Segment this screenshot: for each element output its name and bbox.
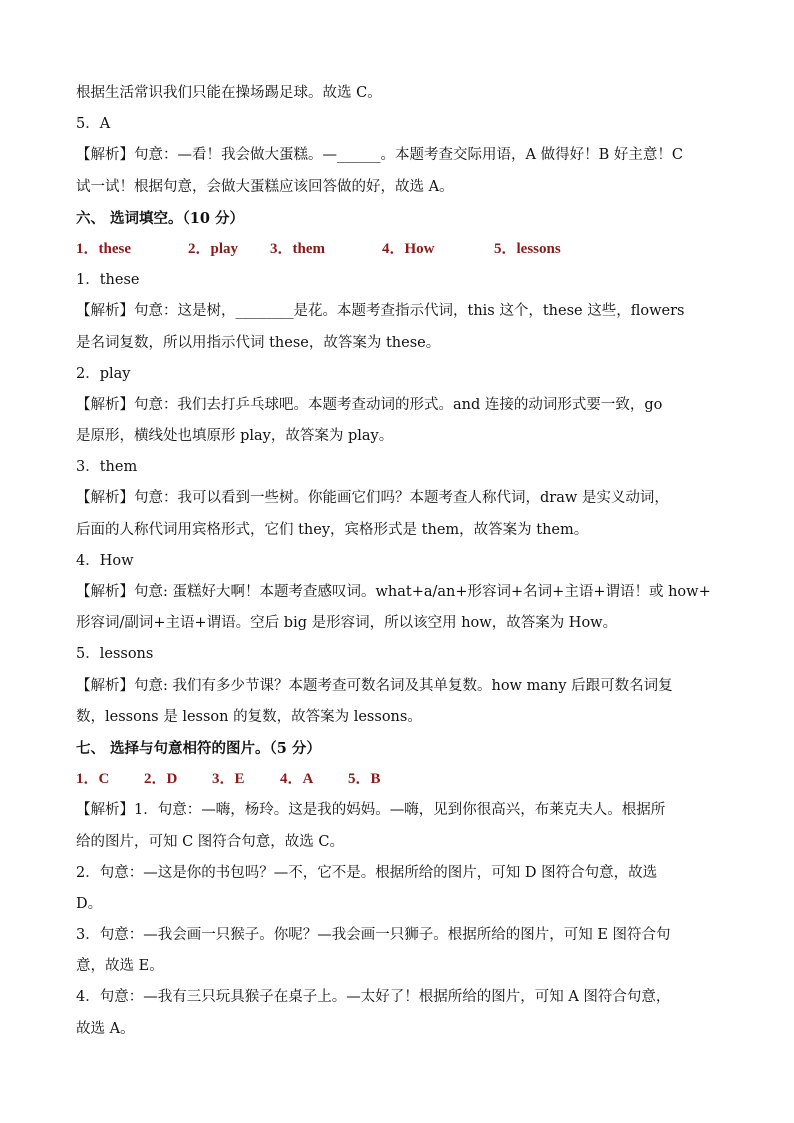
text-line: 2．play	[76, 365, 131, 382]
text-line: 3．them	[76, 459, 138, 476]
answer-item: 5．B	[348, 771, 381, 788]
section-heading: 六、 选词填空。（10 分）	[76, 209, 245, 227]
text-line: 故选 A。	[76, 1020, 135, 1037]
text-line: 形容词/副词+主语+谓语。空后 big 是形容词，所以该空用 how，故答案为 How。	[76, 615, 618, 632]
section-heading: 七、 选择与句意相符的图片。（5 分）	[76, 739, 321, 757]
text-line: 4．How	[76, 552, 134, 569]
answer-item: 3．E	[212, 771, 245, 788]
text-line: 试一试！根据句意，会做大蛋糕应该回答做的好，故选 A。	[76, 178, 454, 195]
text-line: 【解析】句意：我可以看到一些树。你能画它们吗？本题考查人称代词，draw 是实义动词，	[76, 490, 669, 507]
text-line: 5．A	[76, 116, 111, 133]
text-line: 是名词复数，所以用指示代词 these，故答案为 these。	[76, 334, 441, 351]
text-line: 根据生活常识我们只能在操场踢足球。故选 C。	[76, 85, 382, 101]
text-line: 给的图片，可知 C 图符合句意，故选 C。	[76, 833, 345, 850]
text-line: 【解析】句意：我们去打乒乓球吧。本题考查动词的形式。and 连接的动词形式要一致，go	[76, 396, 663, 413]
text-line: 【解析】句意: 我们有多少节课？本题考查可数名词及其单复数。how many 后跟可数名词复	[76, 677, 673, 694]
text-line: 【解析】1．句意：—嗨，杨玲。这是我的妈妈。—嗨，见到你很高兴，布莱克夫人。根据所	[76, 802, 666, 819]
text-line: 后面的人称代词用宾格形式，它们 they，宾格形式是 them，故答案为 them。	[76, 521, 589, 538]
text-line: 4．句意：—我有三只玩具猴子在桌子上。—太好了！根据所给的图片，可知 A 图符合句意，	[76, 989, 671, 1006]
text-line: 意，故选 E。	[76, 958, 164, 975]
answer-item: 1．C	[76, 771, 110, 788]
text-line: 【解析】句意：这是树，________是花。本题考查指示代词，this 这个，these 这些，flowers	[76, 303, 685, 320]
text-line: 3．句意：—我会画一只猴子。你呢？—我会画一只狮子。根据所给的图片，可知 E 图符合句	[76, 927, 671, 944]
answer-item: 1．these	[76, 240, 131, 257]
answer-item: 4．A	[280, 771, 314, 788]
text-line: 1．these	[76, 272, 140, 289]
text-line: 数，lessons 是 lesson 的复数，故答案为 lessons。	[76, 708, 422, 725]
answer-item: 3．them	[270, 240, 325, 257]
answer-key	[76, 764, 746, 795]
text-line: 5．lessons	[76, 646, 154, 663]
document-page	[76, 78, 746, 1045]
text-line: D。	[76, 895, 103, 912]
answer-item: 2．play	[188, 240, 239, 257]
answer-item: 5．lessons	[494, 240, 561, 257]
answer-item: 4．How	[382, 240, 435, 257]
answer-item: 2．D	[144, 771, 178, 788]
answer-key	[76, 234, 746, 265]
text-line: 2．句意：—这是你的书包吗？—不，它不是。根据所给的图片，可知 D 图符合句意，故选	[76, 864, 658, 881]
text-line: 【解析】句意: 蛋糕好大啊！本题考查感叹词。what+a/an+形容词+名词+主语+谓语！或 how+	[76, 584, 711, 600]
text-line: 是原形，横线处也填原形 play，故答案为 play。	[76, 428, 394, 445]
text-line: 【解析】句意：—看！我会做大蛋糕。—______。本题考查交际用语，A 做得好！B 好主意！C	[76, 147, 683, 164]
